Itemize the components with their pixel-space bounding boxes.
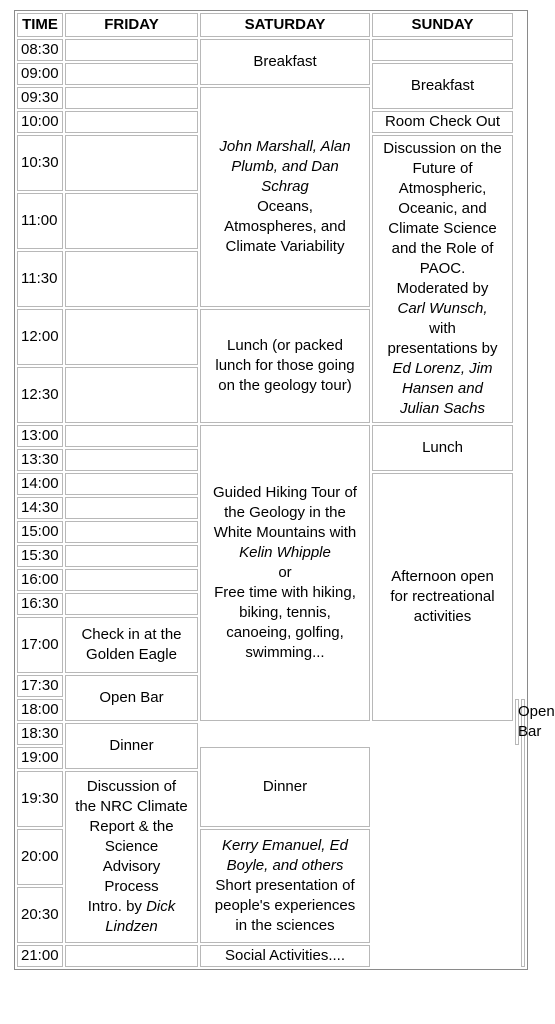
sun-afternoon-open [372,473,513,721]
fri-nrc-intro-prefix: Intro. by [87,898,147,915]
sun-presenter: Julian Sachs [399,400,486,417]
sat-hiking-or: or [278,564,292,581]
schedule-table [14,10,555,970]
empty-cell [65,497,198,519]
sun-discussion-line: Discussion on the [383,140,502,157]
sun-presenter: Ed Lorenz, Jim [392,360,493,377]
sun-afternoon-line: for rectreational [390,588,495,605]
sat-oceans-speaker: Plumb, and Dan [231,158,339,175]
time-row-1830 [17,723,525,745]
empty-cell [65,39,198,61]
time-cell: 16:00 [17,569,63,591]
fri-nrc-speaker: Lindzen [105,918,158,935]
schedule-wrapper [14,10,555,970]
empty-cell [65,945,198,967]
sat-evening-title: in the sciences [235,917,335,934]
sat-evening-speaker: Boyle, and others [226,857,344,874]
sun-discussion-line: and the Role of [391,240,494,257]
time-cell: 09:30 [17,87,63,109]
sun-discussion-line: PAOC. [419,260,466,277]
time-cell: 11:00 [17,193,63,249]
fri-nrc-line: the NRC Climate [75,798,188,815]
time-cell: 12:30 [17,367,63,423]
empty-cell [65,569,198,591]
time-cell: 10:00 [17,111,63,133]
sat-hiking-line: the Geology in the [224,504,346,521]
sun-discussion-presentations: presentations by [387,340,498,357]
time-cell: 18:30 [17,723,63,745]
header-sunday: SUNDAY [372,13,513,37]
fri-nrc-line: Advisory [102,858,161,875]
sat-hiking-line: swimming... [245,644,325,661]
empty-cell [65,111,198,133]
empty-cell [65,87,198,109]
sun-afternoon-line: Afternoon open [391,568,494,585]
empty-cell [65,251,198,307]
sun-presenter: Hansen and [402,380,483,397]
time-cell: 14:00 [17,473,63,495]
fri-checkin [65,617,198,673]
sat-lunch-line: Lunch (or packed [227,337,343,354]
time-cell: 21:00 [17,945,63,967]
time-cell: 09:00 [17,63,63,85]
sun-discussion-line: Climate Science [388,220,497,237]
sat-social-activities: Social Activities.... [200,945,370,967]
sat-lunch-line: on the geology tour) [218,377,352,394]
sat-breakfast: Breakfast [200,39,370,85]
sun-discussion-line: Future of [412,160,473,177]
sat-open-bar: Open Bar [515,699,519,745]
sun-lunch: Lunch [372,425,513,471]
fri-nrc-speaker: Dick [146,898,176,915]
sat-hiking-line: canoeing, golfing, [226,624,344,641]
sat-oceans-speaker: John Marshall, Alan [219,138,351,155]
fri-checkin-line: Check in at the [81,626,182,643]
time-cell: 11:30 [17,251,63,307]
time-cell: 15:30 [17,545,63,567]
time-cell: 20:30 [17,887,63,943]
fri-nrc-intro [68,897,195,917]
sat-hiking-tour [200,425,370,721]
empty-cell [65,449,198,471]
time-row-1300 [17,425,525,447]
fri-nrc-line: Report & the [89,818,174,835]
time-cell: 18:00 [17,699,63,721]
time-cell: 14:30 [17,497,63,519]
time-row-0830 [17,39,525,61]
fri-checkin-line: Golden Eagle [86,646,177,663]
fri-nrc-line: Process [104,878,159,895]
empty-cell [65,521,198,543]
time-cell: 19:30 [17,771,63,827]
sat-hiking-line: White Mountains with [213,524,357,541]
fri-nrc-line: Science [104,838,159,855]
sat-evening-speaker: Kerry Emanuel, Ed [222,837,348,854]
time-cell: 13:30 [17,449,63,471]
sat-hiking-line: Free time with hiking, [214,584,356,601]
header-row [17,13,525,37]
sat-hiking-line: biking, tennis, [239,604,331,621]
time-cell: 17:00 [17,617,63,673]
sat-lunch [200,309,370,423]
empty-cell [65,593,198,615]
fri-open-bar: Open Bar [65,675,198,721]
time-cell: 10:30 [17,135,63,191]
sat-dinner: Dinner [200,747,370,827]
sat-lunch-line: lunch for those going [215,357,355,374]
time-cell: 19:00 [17,747,63,769]
sun-discussion-session [372,135,513,423]
empty-cell [65,63,198,85]
time-cell: 17:30 [17,675,63,697]
fri-nrc-discussion [65,771,198,943]
time-cell: 08:30 [17,39,63,61]
sat-evening-title: Short presentation of [215,877,355,894]
sat-oceans-title: Oceans, [257,198,313,215]
sat-evening-title: people's experiences [214,897,356,914]
time-row-2100 [17,945,525,967]
sun-moderator: Carl Wunsch, [397,300,488,317]
fri-nrc-line: Discussion of [86,778,177,795]
empty-cell [65,135,198,191]
sun-discussion-with: with [429,320,456,337]
sat-hiking-line: Guided Hiking Tour of [213,484,357,501]
empty-cell [65,367,198,423]
time-cell: 16:30 [17,593,63,615]
sun-room-checkout: Room Check Out [372,111,513,133]
time-cell: 20:00 [17,829,63,885]
time-cell: 13:00 [17,425,63,447]
sat-oceans-speaker: Schrag [261,178,309,195]
sun-discussion-line: Moderated by [396,280,489,297]
sun-afternoon-line: activities [413,608,472,625]
sun-discussion-line: Oceanic, and [398,200,487,217]
empty-cell [65,545,198,567]
sat-evening-presentation [200,829,370,943]
header-time: TIME [17,13,63,37]
header-saturday: SATURDAY [200,13,370,37]
empty-cell [372,39,513,61]
empty-cell [65,309,198,365]
sun-breakfast: Breakfast [372,63,513,109]
sat-hiking-guide: Kelin Whipple [239,544,331,561]
empty-cell [65,425,198,447]
sat-oceans-title: Climate Variability [225,238,345,255]
time-cell: 12:00 [17,309,63,365]
empty-cell [65,193,198,249]
sun-discussion-line: Atmospheric, [398,180,487,197]
fri-dinner: Dinner [65,723,198,769]
sat-oceans-session [200,87,370,307]
sat-oceans-title: Atmospheres, and [224,218,346,235]
time-cell: 15:00 [17,521,63,543]
empty-cell [65,473,198,495]
header-friday: FRIDAY [65,13,198,37]
